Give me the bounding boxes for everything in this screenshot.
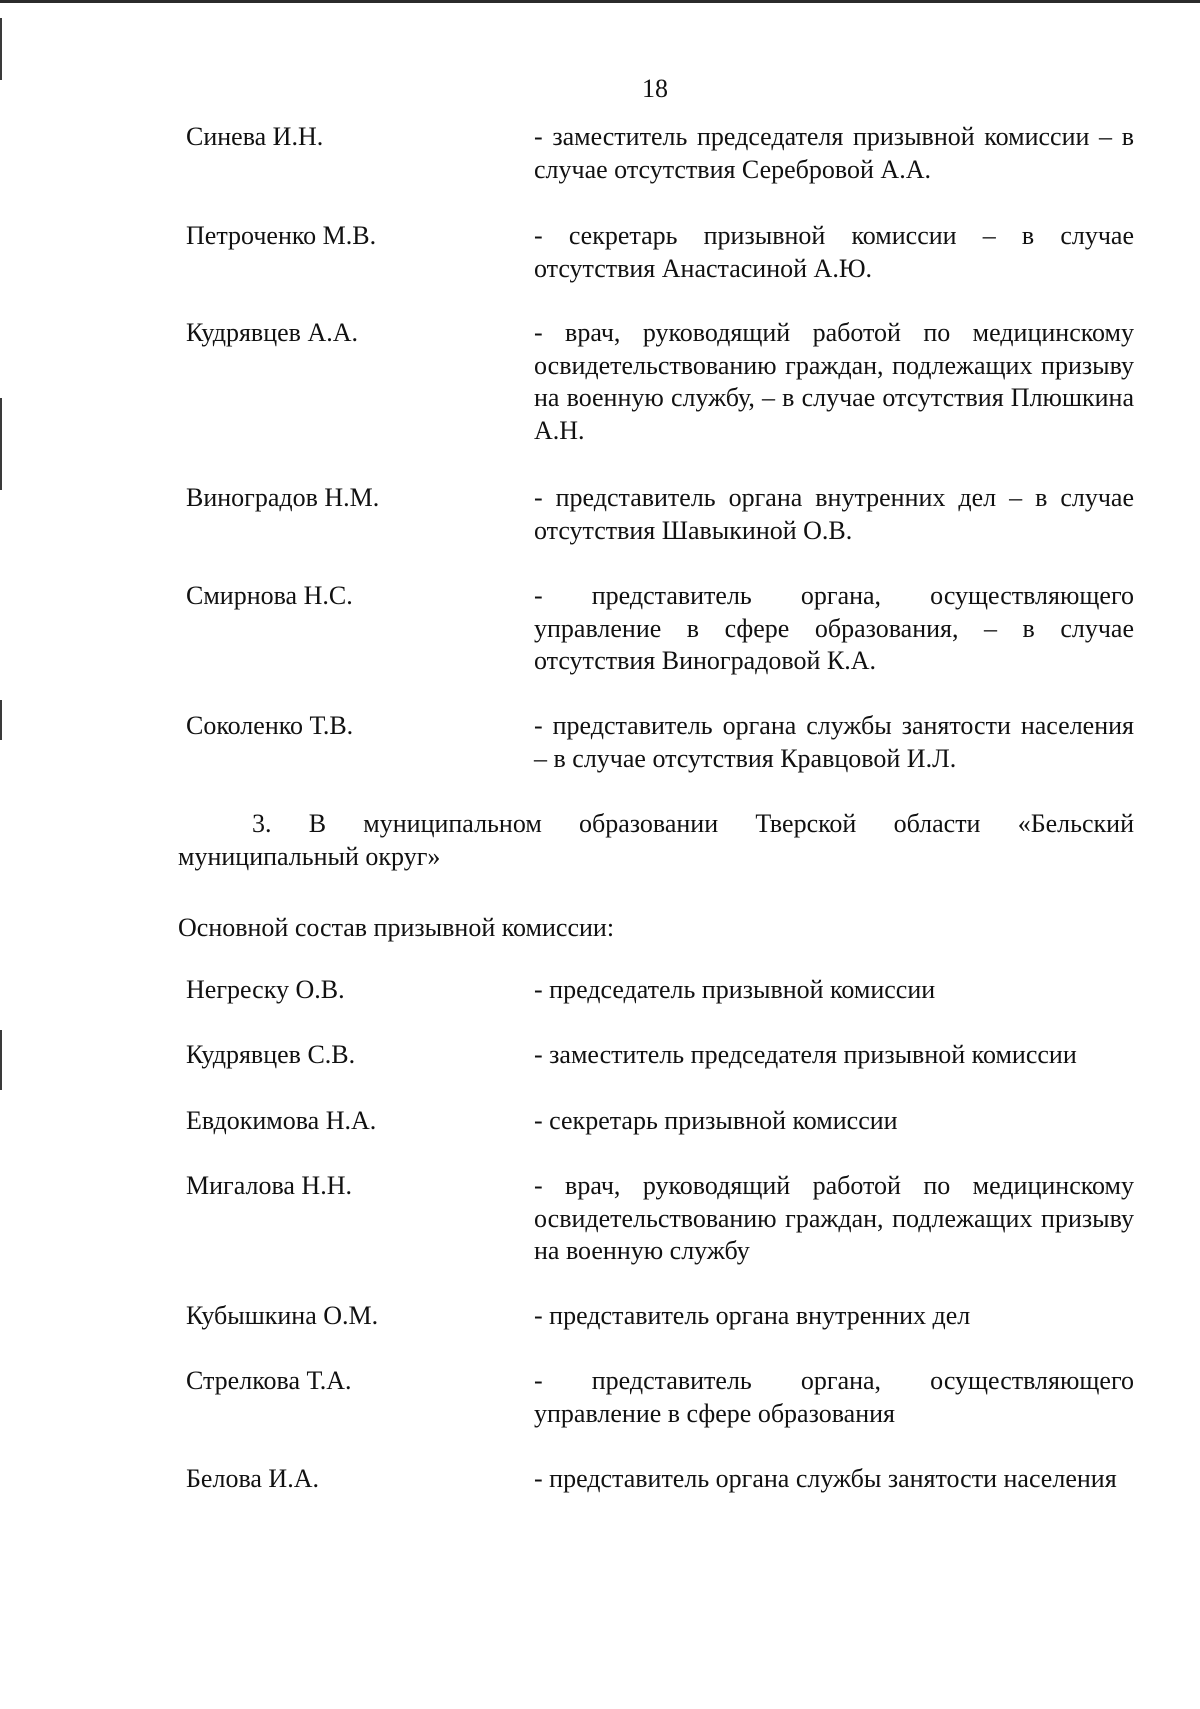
member-role: - представитель органа внутренних дел — [534, 1301, 971, 1330]
member-name: Кудрявцев С.В. — [186, 1040, 356, 1069]
section-heading: Основной состав призывной комиссии: — [178, 913, 615, 942]
member-role: - секретарь призывной комиссии — [534, 1106, 898, 1135]
scan-top-edge — [0, 0, 1200, 3]
member-name: Синева И.Н. — [186, 122, 324, 151]
member-name: Петроченко М.В. — [186, 221, 377, 250]
member-name: Соколенко Т.В. — [186, 711, 354, 740]
member-name: Смирнова Н.С. — [186, 581, 353, 610]
member-role: - секретарь призывной комиссии – в случае отсутствия Анастасиной А.Ю. — [534, 221, 1134, 283]
member-role: - врач, руководящий работой по медицинскому освидетельствованию граждан, подлежащих призыву на военную службу, – в случае отсутствия Плюшкина А.Н. — [534, 318, 1134, 445]
member-name: Белова И.А. — [186, 1464, 319, 1493]
scan-left-mark — [0, 1030, 2, 1090]
member-role: - представитель органа службы занятости населения — [534, 1464, 1117, 1493]
member-role: - представитель органа, осуществляющего управление в сфере образования — [534, 1366, 1134, 1428]
page-number: 18 — [642, 74, 668, 103]
member-name: Виноградов Н.М. — [186, 483, 380, 512]
scan-left-mark — [0, 700, 2, 740]
member-role: - представитель органа службы занятости населения – в случае отсутствия Кравцовой И.Л. — [534, 711, 1134, 773]
member-role: - заместитель председателя призывной комиссии — [534, 1040, 1077, 1069]
member-role: - врач, руководящий работой по медицинскому освидетельствованию граждан, подлежащих призыву на военную службу — [534, 1171, 1134, 1265]
member-role: - заместитель председателя призывной комиссии – в случае отсутствия Серебровой А.А. — [534, 122, 1134, 184]
member-name: Кубышкина О.М. — [186, 1301, 379, 1330]
member-name: Евдокимова Н.А. — [186, 1106, 377, 1135]
member-name: Мигалова Н.Н. — [186, 1171, 352, 1200]
member-role: - председатель призывной комиссии — [534, 975, 936, 1004]
scan-left-mark — [0, 18, 2, 80]
scan-left-mark — [0, 398, 2, 490]
member-role: - представитель органа, осуществляющего управление в сфере образования, – в случае отсутствия Виноградовой К.А. — [534, 581, 1134, 675]
member-name: Стрелкова Т.А. — [186, 1366, 352, 1395]
member-name: Кудрявцев А.А. — [186, 318, 358, 347]
member-role: - представитель органа внутренних дел – в случае отсутствия Шавыкиной О.В. — [534, 483, 1134, 545]
member-name: Негреску О.В. — [186, 975, 345, 1004]
section-paragraph: 3. В муниципальном образовании Тверской области «Бельский муниципальный округ» — [178, 809, 1134, 871]
